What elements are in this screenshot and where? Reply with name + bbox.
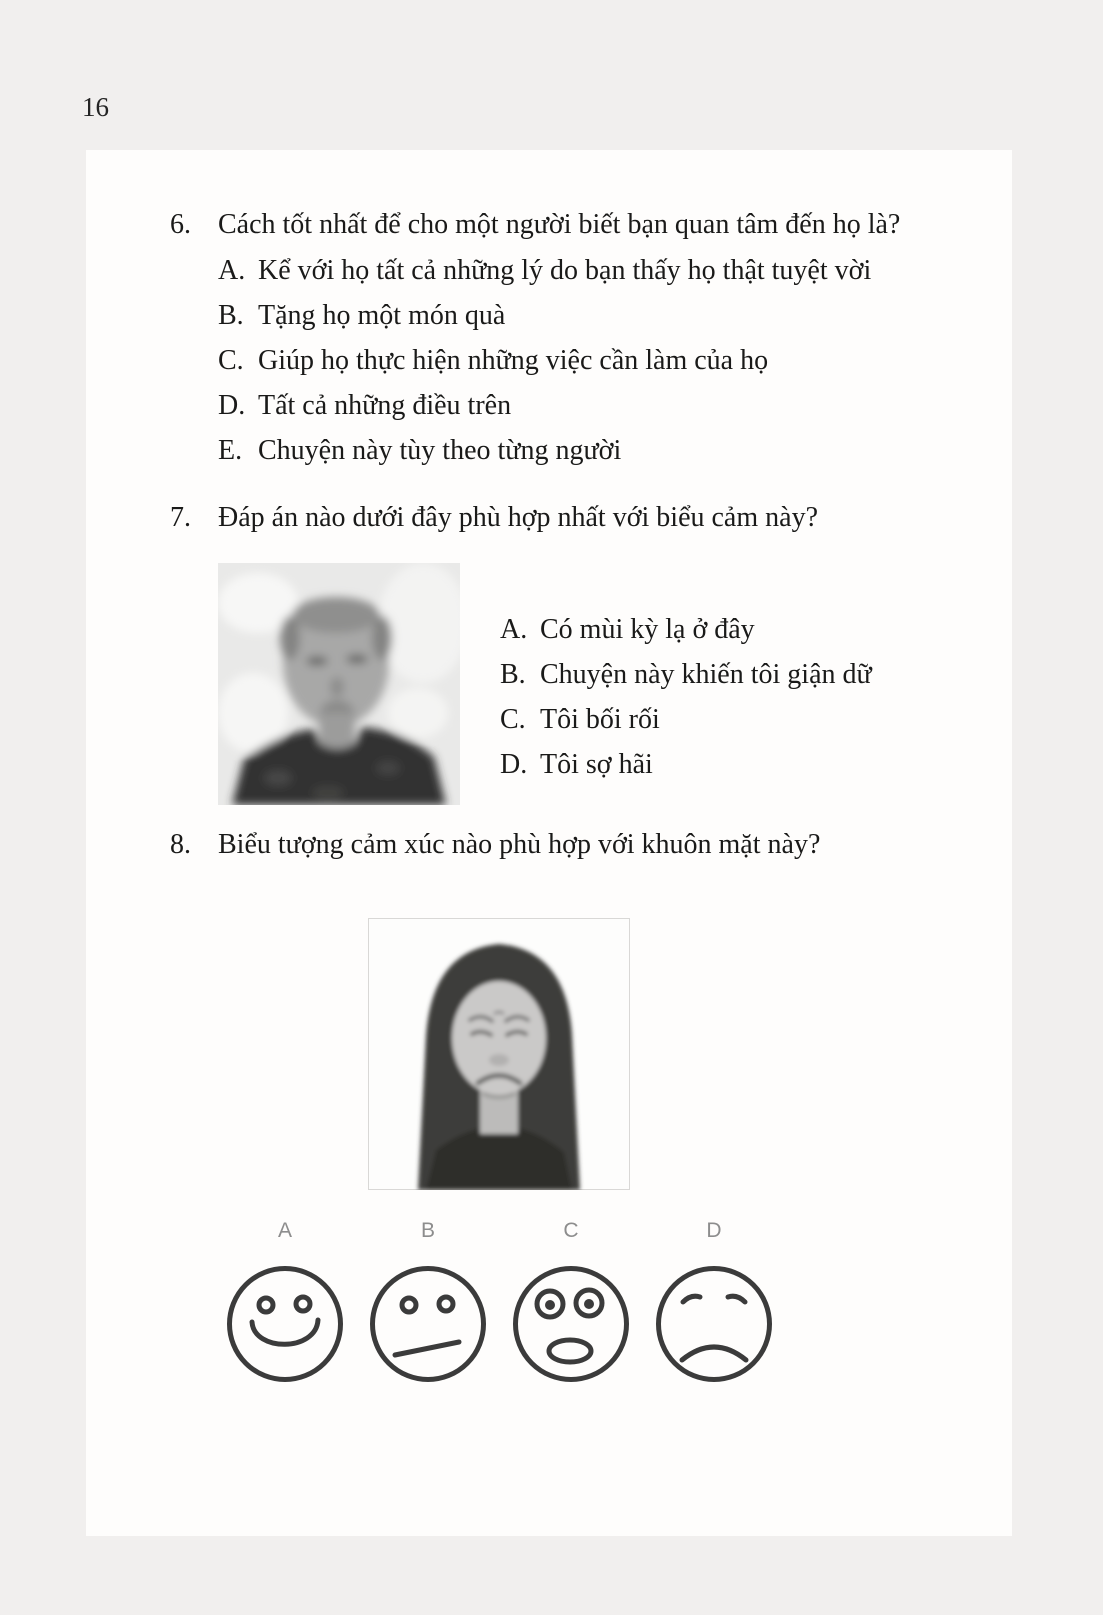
option-text: Tôi bối rối bbox=[540, 704, 660, 735]
question-6-number: 6. bbox=[170, 209, 191, 240]
emoji-option-label-d: D bbox=[706, 1219, 722, 1242]
emoji-option-b bbox=[366, 1258, 490, 1390]
question-7-option-a bbox=[500, 607, 755, 652]
emoji-option-d bbox=[652, 1258, 776, 1390]
woman-sad-expression-photo bbox=[368, 918, 630, 1190]
option-letter: D. bbox=[218, 390, 246, 421]
question-7-text: Đáp án nào dưới đây phù hợp nhất với biểu cảm này? bbox=[218, 502, 818, 533]
emoji-option-label-c: C bbox=[563, 1219, 579, 1242]
surprised-face-icon bbox=[509, 1258, 633, 1390]
question-8-number: 8. bbox=[170, 829, 191, 860]
question-6-text: Cách tốt nhất để cho một người biết bạn quan tâm đến họ là? bbox=[218, 209, 901, 240]
option-letter: B. bbox=[500, 659, 526, 690]
option-text: Tặng họ một món quà bbox=[258, 300, 506, 331]
option-text: Chuyện này tùy theo từng người bbox=[258, 435, 622, 466]
question-8-text: Biểu tượng cảm xúc nào phù hợp với khuôn mặt này? bbox=[218, 829, 821, 860]
man-expression-photo-image bbox=[218, 563, 460, 805]
option-letter: E. bbox=[218, 435, 243, 466]
option-letter: B. bbox=[218, 300, 244, 331]
option-text: Chuyện này khiến tôi giận dữ bbox=[540, 659, 872, 690]
content-card bbox=[86, 150, 1012, 1536]
option-text: Kể với họ tất cả những lý do bạn thấy họ thật tuyệt vời bbox=[258, 255, 872, 286]
option-text: Tôi sợ hãi bbox=[540, 749, 653, 780]
emoji-option-label-b: B bbox=[420, 1219, 435, 1242]
woman-sad-expression-photo-image bbox=[368, 918, 630, 1190]
option-text: Tất cả những điều trên bbox=[258, 390, 512, 421]
emoji-option-c bbox=[509, 1258, 633, 1390]
question-6-option-a bbox=[218, 248, 871, 293]
happy-face-icon bbox=[223, 1258, 347, 1390]
question-8 bbox=[170, 822, 820, 867]
emoji-option-a bbox=[223, 1258, 347, 1390]
question-7-option-d bbox=[500, 742, 653, 787]
question-7-option-c bbox=[500, 697, 660, 742]
sad-face-icon bbox=[652, 1258, 776, 1390]
option-letter: A. bbox=[500, 614, 528, 645]
man-expression-photo bbox=[218, 563, 460, 805]
question-7-option-b bbox=[500, 652, 872, 697]
option-text: Có mùi kỳ lạ ở đây bbox=[540, 614, 755, 645]
question-6-option-c bbox=[218, 338, 768, 383]
option-letter: C. bbox=[500, 704, 526, 735]
page-number: 16 bbox=[82, 92, 109, 122]
question-6-option-e bbox=[218, 428, 621, 473]
emoji-option-label-a: A bbox=[277, 1219, 292, 1242]
option-letter: C. bbox=[218, 345, 244, 376]
option-text: Giúp họ thực hiện những việc cần làm của họ bbox=[258, 345, 769, 376]
question-6-option-d bbox=[218, 383, 511, 428]
question-6 bbox=[170, 202, 900, 247]
question-7 bbox=[170, 495, 818, 540]
option-letter: D. bbox=[500, 749, 528, 780]
option-letter: A. bbox=[218, 255, 246, 286]
question-7-number: 7. bbox=[170, 502, 191, 533]
neutral-face-icon bbox=[366, 1258, 490, 1390]
question-6-option-b bbox=[218, 293, 505, 338]
